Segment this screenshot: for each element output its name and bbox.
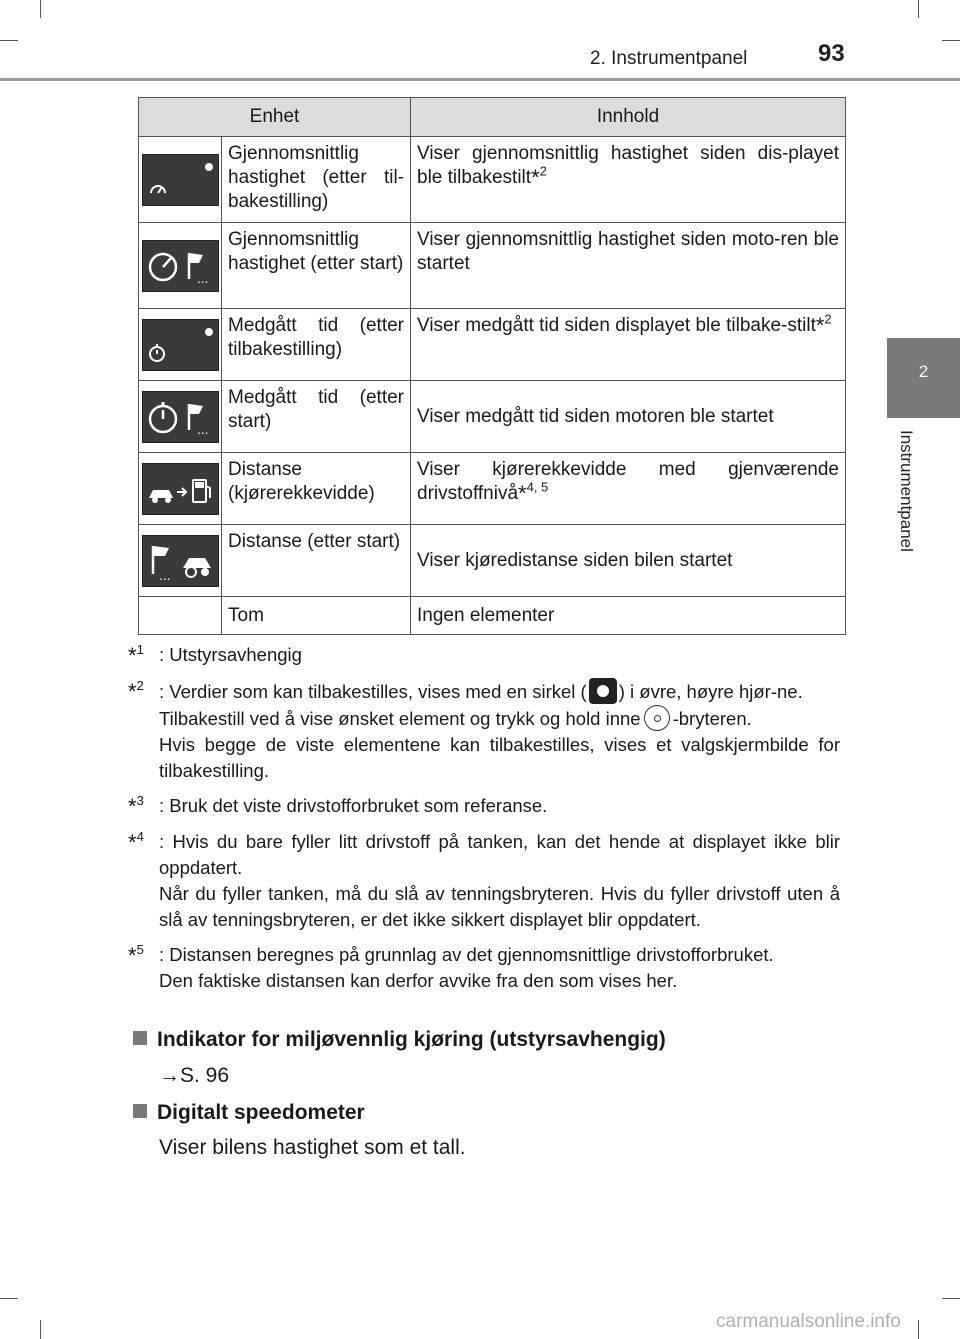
row-desc: Viser gjennomsnittlig hastighet siden dis-playet ble tilbakestilt bbox=[417, 143, 839, 188]
header-unit: Enhet bbox=[139, 98, 411, 137]
footnote-star: * bbox=[128, 943, 137, 968]
section-bullet-icon bbox=[133, 1104, 147, 1118]
row-desc: Viser medgått tid siden displayet ble tilbake-stilt bbox=[417, 315, 816, 336]
chapter-number: 2 bbox=[918, 362, 929, 381]
crop-mark bbox=[942, 1298, 960, 1299]
footnote-star: * bbox=[128, 794, 137, 819]
footnote-5 bbox=[128, 942, 840, 994]
stopwatch-flag-icon bbox=[142, 391, 219, 443]
speedometer-flag-icon bbox=[142, 240, 219, 292]
footnote-star: * bbox=[531, 165, 540, 190]
row-label: Medgått tid (etter tilbakestilling) bbox=[222, 309, 411, 381]
section-bullet-icon bbox=[133, 1031, 147, 1045]
footnote-num: 3 bbox=[136, 792, 144, 808]
table-header-row bbox=[139, 98, 846, 137]
footnote-star: * bbox=[128, 679, 137, 704]
footnote-text: : Distansen beregnes på grunnlag av det gjennomsnittlige drivstofforbruket. bbox=[159, 944, 774, 965]
chapter-tab bbox=[887, 338, 960, 418]
row-label: Gjennomsnittlig hastighet (etter til-bakestilling) bbox=[222, 137, 411, 223]
units-table bbox=[138, 97, 846, 635]
reset-circle-icon bbox=[589, 678, 617, 704]
footnote-text: : Utstyrsavhengig bbox=[159, 644, 302, 665]
crop-mark bbox=[918, 0, 919, 18]
footnote-star: * bbox=[128, 643, 137, 668]
table-row bbox=[139, 381, 846, 453]
footnote-ref: 2 bbox=[824, 311, 832, 327]
crop-mark bbox=[0, 1298, 18, 1299]
row-desc: Viser gjennomsnittlig hastighet siden moto-ren ble startet bbox=[411, 223, 846, 309]
footnotes bbox=[128, 642, 840, 1003]
footnote-num: 5 bbox=[136, 941, 144, 957]
table-row bbox=[139, 309, 846, 381]
svg-text:...: ... bbox=[196, 422, 208, 437]
footnote-text: Den faktiske distansen kan derfor avvike fra den som vises her. bbox=[159, 970, 678, 991]
section-text-speedo: Viser bilens hastighet som et tall. bbox=[159, 1136, 466, 1159]
row-label: Tom bbox=[222, 597, 411, 635]
footnote-3 bbox=[128, 793, 840, 820]
row-desc: Viser kjørerekkevidde med gjenværende drivstoffnivå bbox=[417, 459, 839, 504]
row-desc: Ingen elementer bbox=[411, 597, 846, 635]
footnote-text: -bryteren. bbox=[672, 708, 752, 729]
footnote-text: : Bruk det viste drivstofforbruket som referanse. bbox=[159, 795, 548, 816]
header-content: Innhold bbox=[411, 98, 846, 137]
section-heading-speedo bbox=[133, 1101, 365, 1125]
footnote-num: 4 bbox=[136, 828, 144, 844]
table-row bbox=[139, 597, 846, 635]
page-number: 93 bbox=[818, 40, 845, 67]
table-row bbox=[139, 525, 846, 597]
footnote-num: 1 bbox=[136, 641, 144, 657]
footnote-2 bbox=[128, 678, 840, 784]
row-label: Distanse (etter start) bbox=[222, 525, 411, 597]
footnote-ref: 2 bbox=[539, 163, 547, 179]
footnote-4 bbox=[128, 829, 840, 933]
header-rule bbox=[0, 78, 960, 81]
speedometer-reset-icon bbox=[142, 154, 219, 206]
crop-mark bbox=[918, 1320, 919, 1339]
row-desc: Viser medgått tid siden motoren ble startet bbox=[411, 381, 846, 453]
row-label: Distanse (kjørerekkevidde) bbox=[222, 453, 411, 525]
footnote-text: : Hvis du bare fyller litt drivstoff på tanken, kan det hende at displayet ikke blir oppdatert. bbox=[159, 831, 840, 878]
footnote-1 bbox=[128, 642, 840, 669]
crop-mark bbox=[942, 40, 960, 41]
footnote-text: Når du fyller tanken, må du slå av tenningsbryteren. Hvis du fyller drivstoff uten å slå av tenningsbryteren, er det ikke sikkert displayet blir oppdatert. bbox=[159, 883, 840, 930]
section-title: 2. Instrumentpanel bbox=[590, 48, 748, 69]
watermark: carmanualsonline.info bbox=[716, 1311, 901, 1332]
footnote-star: * bbox=[815, 313, 825, 338]
car-fuel-icon bbox=[142, 463, 219, 515]
footnote-text: ) i øvre, høyre hjør-ne. bbox=[618, 681, 803, 702]
footnote-text: : Verdier som kan tilbakestilles, vises med en sirkel ( bbox=[159, 681, 587, 702]
crop-mark bbox=[40, 1320, 41, 1339]
table-row bbox=[139, 223, 846, 309]
crop-mark bbox=[40, 0, 41, 18]
row-label: Gjennomsnittlig hastighet (etter start) bbox=[222, 223, 411, 309]
meter-switch-icon bbox=[644, 705, 670, 731]
footnote-num: 2 bbox=[136, 677, 144, 693]
row-desc: Viser kjøredistanse siden bilen startet bbox=[411, 525, 846, 597]
table-row bbox=[139, 453, 846, 525]
footnote-star: * bbox=[128, 830, 137, 855]
crop-mark bbox=[0, 40, 18, 41]
footnote-text: Tilbakestill ved å vise ønsket element og trykk og hold inne bbox=[159, 708, 641, 729]
section-title-eco: Indikator for miljøvennlig kjøring (utstyrsavhengig) bbox=[157, 1028, 666, 1051]
footnote-ref: 4, 5 bbox=[526, 479, 549, 495]
stopwatch-reset-icon bbox=[142, 319, 219, 371]
section-heading-eco bbox=[133, 1028, 666, 1052]
section-title-speedo: Digitalt speedometer bbox=[157, 1101, 365, 1124]
footnote-star: * bbox=[518, 481, 527, 506]
row-label: Medgått tid (etter start) bbox=[222, 381, 411, 453]
chapter-label: Instrumentpanel bbox=[897, 430, 916, 552]
flag-car-icon bbox=[142, 535, 219, 587]
svg-text:...: ... bbox=[158, 568, 170, 583]
svg-text:...: ... bbox=[196, 271, 208, 286]
footnote-text: Hvis begge de viste elementene kan tilbakestilles, vises et valgskjermbilde for tilbakestilling. bbox=[159, 734, 840, 781]
page-reference[interactable]: →S. 96 bbox=[159, 1064, 230, 1087]
table-row bbox=[139, 137, 846, 223]
